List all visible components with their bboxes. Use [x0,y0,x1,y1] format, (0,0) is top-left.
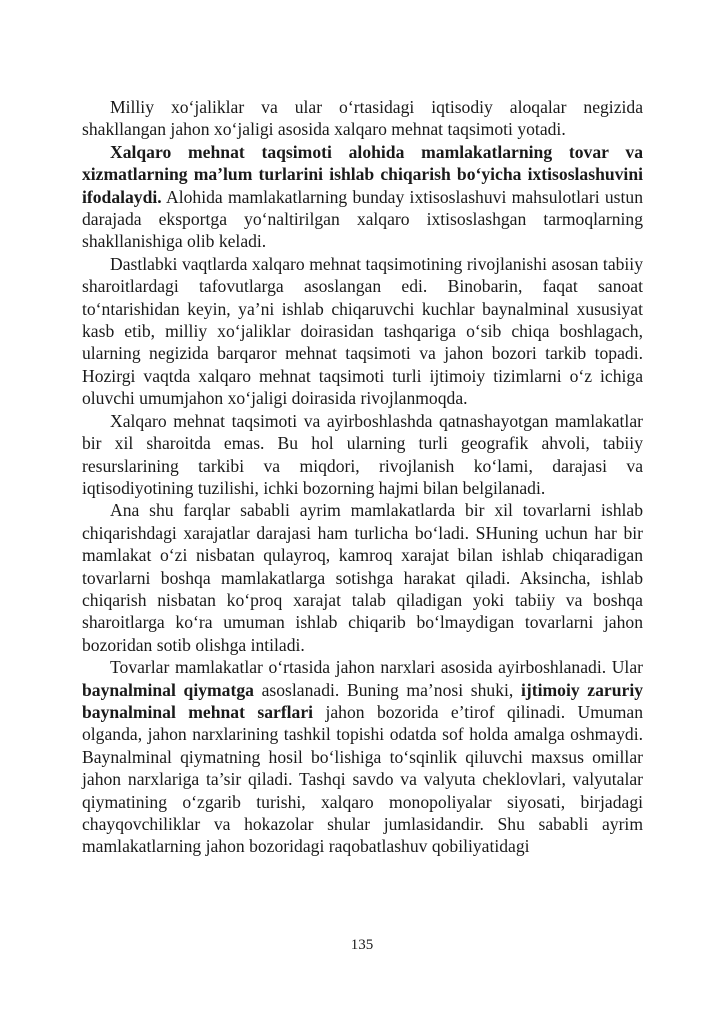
page-body [82,96,643,858]
paragraph-text: jahon bozorida e’tirof qilinadi. Umuman olganda, jahon narxlarining tashkil topishi odatda sof holda amalga oshmaydi. Baynalminal qiymatning hosil bo‘lishiga to‘sqinlik qiluvchi maxsus omillar jahon narxlariga ta’sir qiladi. Tashqi savdo va valyuta cheklovlari, valyutalar qiymatining o‘zgarib turishi, xalqaro monopoliyalar siyosati, birjadagi chayqovchiliklar va hokazolar shular jumlasidandir. Shu sababli ayrim mamlakatlarning jahon bozoridagi raqobatlashuv qobiliyatidagi [82,701,643,857]
paragraph-text: asoslanadi. Buning ma’nosi shuki, [253,679,521,700]
paragraph-text: Alohida mamlakatlarning bunday ixtisoslashuvi mahsulotlari ustun darajada eksportga yo‘naltirilgan xalqaro ixtisoslashgan tarmoqlarning shakllanishiga olib keladi. [82,186,643,252]
paragraph-bold-text: baynalminal qiymatga [82,679,254,700]
page-number: 135 [350,937,374,953]
paragraph-text: Tovarlar mamlakatlar o‘rtasida jahon narxlari asosida ayirboshlanadi. Ular [110,657,643,678]
paragraph [82,96,643,141]
paragraph-bold-text: ijtimoiy zaruriy baynalminal mehnat sarflari [82,679,643,722]
paragraph [82,499,643,656]
paragraph-text: Dastlabki vaqtlarda xalqaro mehnat taqsimotining rivojlanishi asosan tabiiy sharoitlardagi tafovutlarga asoslangan edi. Binobarin, faqat sanoat to‘ntarishidan keyin, ya’ni ishlab chiqaruvchi kuchlar baynalminal xususiyat kasb etib, milliy xo‘jaliklar doirasidan tashqariga o‘sib chiqa boshlagach, ularning negizida barqaror mehnat taqsimoti va jahon bozori tarkib topadi. Hozirgi vaqtda xalqaro mehnat taqsimoti turli ijtimoiy tizimlarni o‘z ichiga oluvchi umumjahon xo‘jaligi doirasida rivojlanmoqda. [82,253,643,409]
paragraph-text: Milliy xo‘jaliklar va ular o‘rtasidagi iqtisodiy aloqalar negizida shakllangan jahon xo‘jaligi asosida xalqaro mehnat taqsimoti yotadi. [82,97,643,140]
paragraph [82,141,643,253]
paragraph-text: Xalqaro mehnat taqsimoti va ayirboshlashda qatnashayotgan mamlakatlar bir xil sharoitda emas. Bu hol ularning turli geografik ahvoli, tabiiy resurslarining tarkibi va miqdori, rivojlanish ko‘lami, darajasi va iqtisodiyotining tuzilishi, ichki bozorning hajmi bilan belgilanadi. [82,410,643,498]
paragraph-text: Ana shu farqlar sababli ayrim mamlakatlarda bir xil tovarlarni ishlab chiqarishdagi xarajatlar darajasi ham turlicha bo‘ladi. SHuning uchun har bir mamlakat o‘zi nisbatan qulayroq, kamroq xarajat bilan ishlab chiqaradigan tovarlarni boshqa mamlakatlarga sotishga harakat qiladi. Aksincha, ishlab chiqarish nisbatan ko‘proq xarajat talab qiladigan yoki tabiiy va boshqa sharoitlarga ko‘ra umuman ishlab chiqarib bo‘lmaydigan tovarlarni jahon bozoridan sotib olishga intiladi. [82,500,643,655]
paragraph-bold-text: Xalqaro mehnat taqsimoti alohida mamlakatlarning tovar va xizmatlarning ma’lum turlarini ishlab chiqarish bo‘yicha ixtisoslashuvini ifodalaydi. [82,141,643,207]
paragraph [82,656,643,858]
paragraph [82,410,643,500]
paragraph [82,253,643,410]
